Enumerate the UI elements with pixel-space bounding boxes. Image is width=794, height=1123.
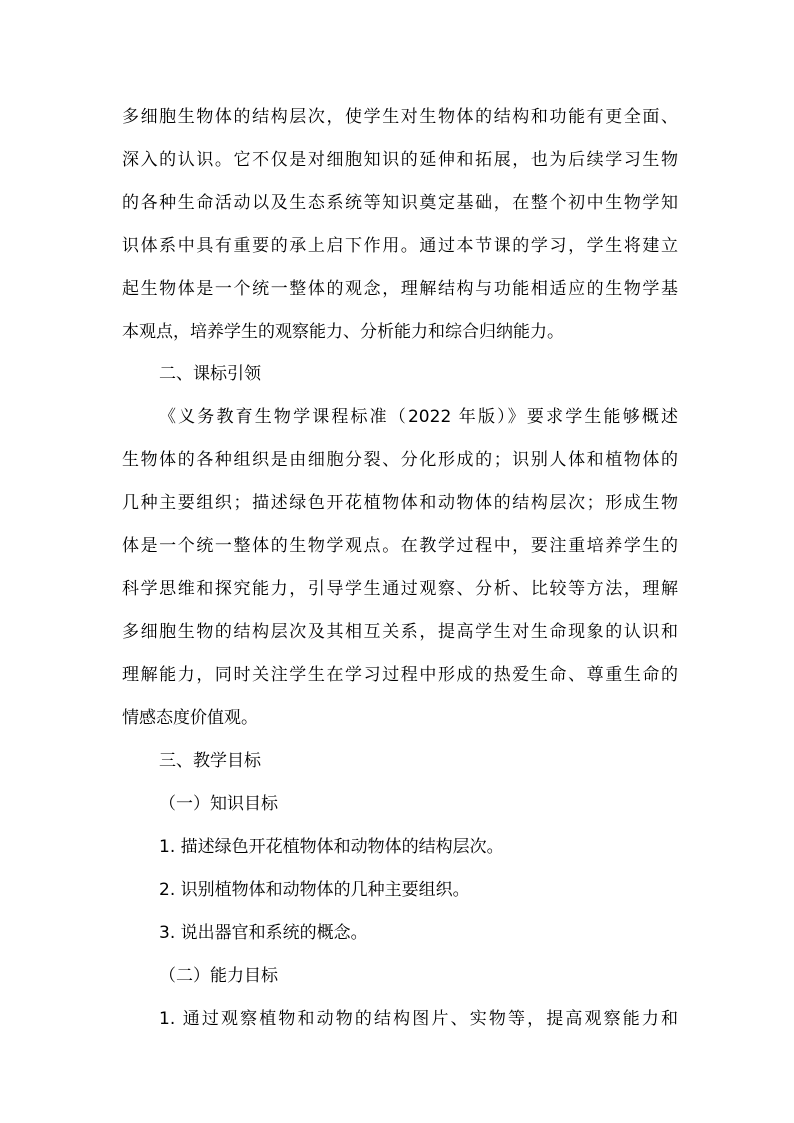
list-item: 1. 描述绿色开花植物体和动物体的结构层次。 bbox=[159, 837, 504, 857]
paragraph-line: 情感态度价值观。 bbox=[122, 708, 258, 728]
paragraph-line: 理解能力，同时关注学生在学习过程中形成的热爱生命、尊重生命的 bbox=[122, 665, 678, 685]
subsection-heading: （二）能力目标 bbox=[159, 966, 278, 986]
paragraph-line: 多细胞生物体的结构层次，使学生对生物体的结构和功能有更全面、 bbox=[122, 107, 678, 127]
paragraph-line: 《义务教育生物学课程标准（2022 年版）》要求学生能够概述 bbox=[159, 407, 678, 427]
paragraph-line: 多细胞生物的结构层次及其相互关系，提高学生对生命现象的认识和 bbox=[122, 622, 678, 642]
paragraph-line: 几种主要组织；描述绿色开花植物体和动物体的结构层次；形成生物 bbox=[122, 493, 678, 513]
list-item: 2. 识别植物体和动物体的几种主要组织。 bbox=[159, 880, 470, 900]
list-item: 3. 说出器官和系统的概念。 bbox=[159, 923, 368, 943]
section-heading: 三、教学目标 bbox=[159, 751, 261, 771]
paragraph-line: 科学思维和探究能力，引导学生通过观察、分析、比较等方法，理解 bbox=[122, 579, 678, 599]
paragraph-line: 识体系中具有重要的承上启下作用。通过本节课的学习，学生将建立 bbox=[122, 236, 678, 256]
paragraph-line: 起生物体是一个统一整体的观念，理解结构与功能相适应的生物学基 bbox=[122, 279, 678, 299]
section-heading: 二、课标引领 bbox=[159, 364, 261, 384]
paragraph-line: 的各种生命活动以及生态系统等知识奠定基础，在整个初中生物学知 bbox=[122, 193, 678, 213]
subsection-heading: （一）知识目标 bbox=[159, 794, 278, 814]
list-item: 1. 通过观察植物和动物的结构图片、实物等，提高观察能力和 bbox=[159, 1009, 678, 1029]
paragraph-line: 生物体的各种组织是由细胞分裂、分化形成的；识别人体和植物体的 bbox=[122, 450, 678, 470]
paragraph-line: 本观点，培养学生的观察能力、分析能力和综合归纳能力。 bbox=[122, 322, 564, 342]
paragraph-line: 深入的认识。它不仅是对细胞知识的延伸和拓展，也为后续学习生物 bbox=[122, 150, 678, 170]
paragraph-line: 体是一个统一整体的生物学观点。在教学过程中，要注重培养学生的 bbox=[122, 536, 678, 556]
